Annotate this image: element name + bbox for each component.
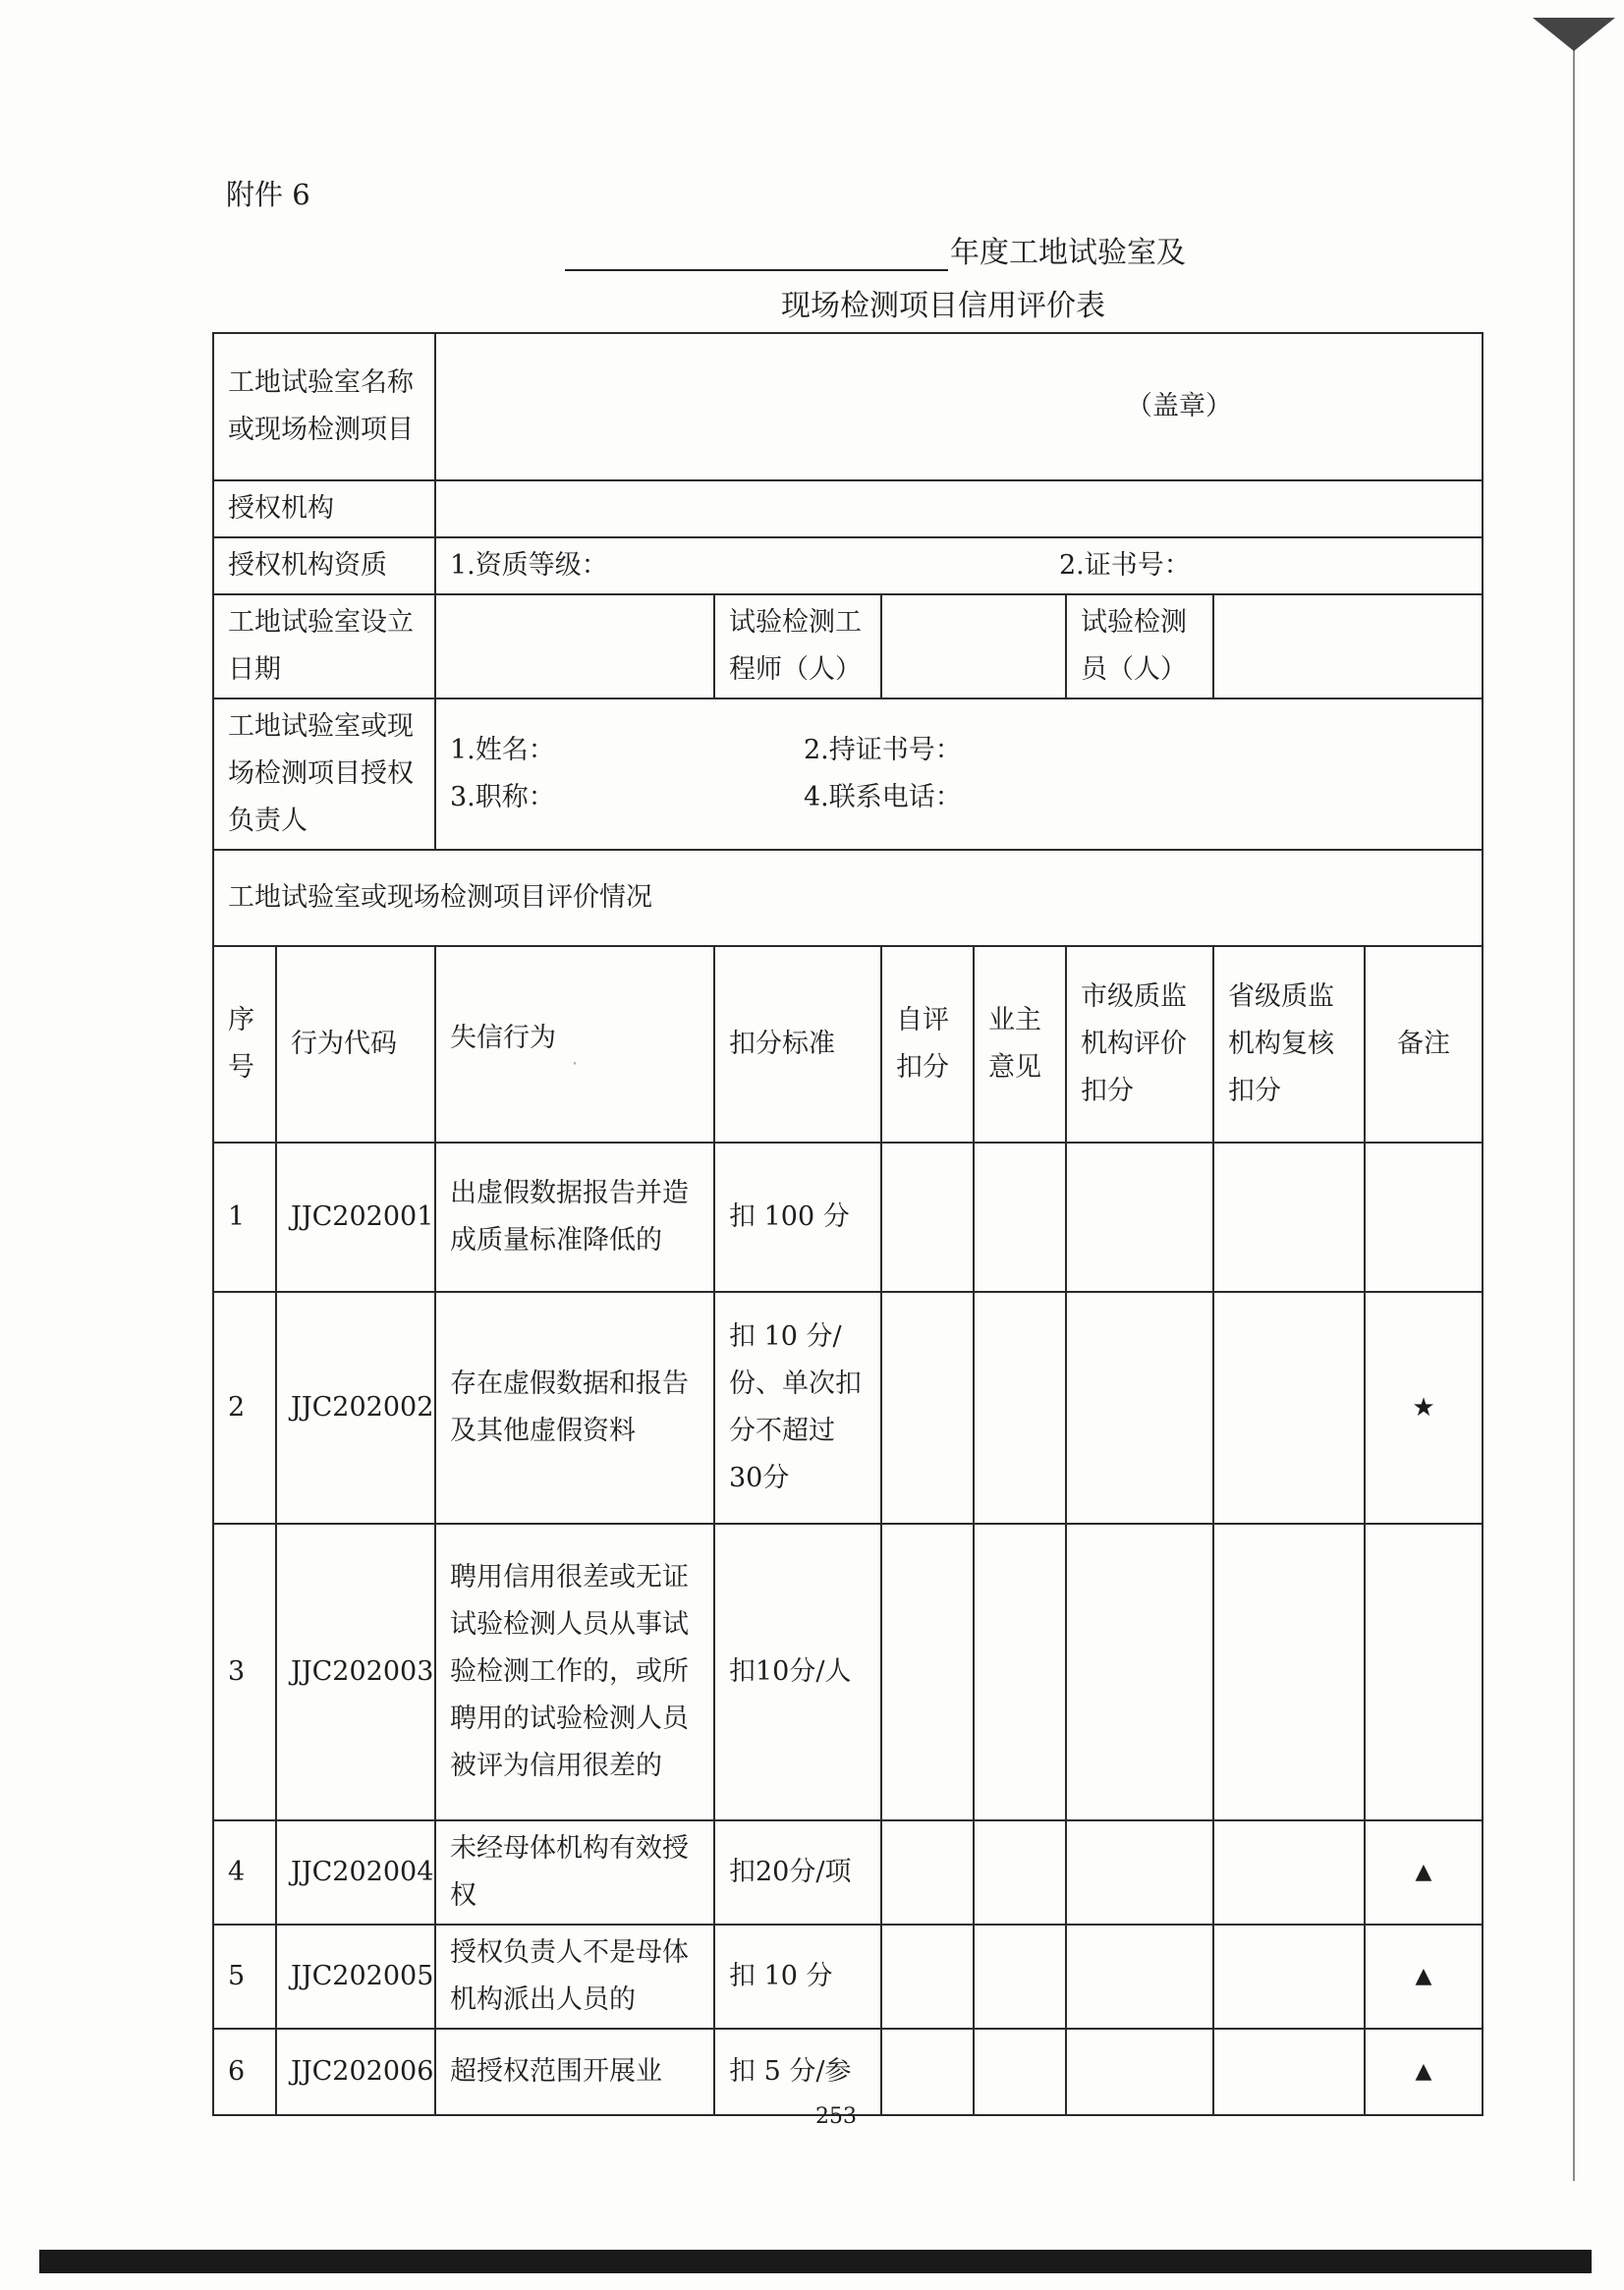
- row-note: [1365, 1524, 1483, 1820]
- page-number: 253: [815, 2104, 857, 2129]
- row-self: [881, 1820, 974, 1925]
- row-note-star: ★: [1365, 1292, 1483, 1524]
- col-behavior-text: 失信行为: [450, 1023, 556, 1053]
- auth-org-row: [213, 480, 1483, 537]
- lab-name-row: [213, 333, 1483, 480]
- row-seq: 4: [213, 1820, 276, 1925]
- testers-label: 试验检测员（人）: [1066, 594, 1213, 698]
- row-seq: 6: [213, 2029, 276, 2115]
- table-row: [213, 1820, 1483, 1925]
- seal-text: （盖章）: [1126, 391, 1232, 421]
- table-row: [213, 1524, 1483, 1820]
- col-note: 备注: [1365, 946, 1483, 1143]
- row-city: [1066, 1925, 1213, 2029]
- row-code: JJC202006: [276, 2029, 435, 2115]
- title-line-1: [565, 228, 1186, 271]
- row-city: [1066, 1820, 1213, 1925]
- person-name: 1.姓名：: [450, 735, 555, 765]
- row-note: [1365, 1143, 1483, 1292]
- lab-name-label: 工地试验室名称或现场检测项目: [213, 333, 435, 480]
- row-code: JJC202004: [276, 1820, 435, 1925]
- engineers-value: [881, 594, 1066, 698]
- row-behavior: 未经母体机构有效授权: [435, 1820, 714, 1925]
- credit-evaluation-table: [212, 332, 1484, 2116]
- row-province: [1213, 1820, 1365, 1925]
- col-province: 省级质监机构复核扣分: [1213, 946, 1365, 1143]
- scan-edge-bar: [39, 2250, 1592, 2273]
- col-city: 市级质监机构评价扣分: [1066, 946, 1213, 1143]
- title-line-2: 现场检测项目信用评价表: [781, 289, 1105, 323]
- cert-no: 2.证书号：: [1059, 550, 1191, 581]
- row-city: [1066, 2029, 1213, 2115]
- binding-line: [1573, 39, 1575, 2181]
- col-behavior: [435, 946, 714, 1143]
- row-owner: [974, 1820, 1066, 1925]
- setup-row: [213, 594, 1483, 698]
- row-province: [1213, 1292, 1365, 1524]
- row-standard: 扣 5 分/参: [714, 2029, 881, 2115]
- row-seq: 5: [213, 1925, 276, 2029]
- person-label: 工地试验室或现场检测项目授权负责人: [213, 698, 435, 850]
- col-code: 行为代码: [276, 946, 435, 1143]
- row-standard: 扣 10 分: [714, 1925, 881, 2029]
- auth-org-label: 授权机构: [213, 480, 435, 537]
- row-self: [881, 1524, 974, 1820]
- table-row: [213, 2029, 1483, 2115]
- row-behavior: 授权负责人不是母体机构派出人员的: [435, 1925, 714, 2029]
- person-cert: 2.持证书号：: [804, 735, 962, 765]
- row-note-triangle: ▲: [1365, 1925, 1483, 2029]
- year-blank: [565, 240, 948, 271]
- person-row: [213, 698, 1483, 850]
- row-standard: 扣20分/项: [714, 1820, 881, 1925]
- row-owner: [974, 1143, 1066, 1292]
- row-self: [881, 1292, 974, 1524]
- col-standard: 扣分标准: [714, 946, 881, 1143]
- row-behavior: 超授权范围开展业: [435, 2029, 714, 2115]
- row-owner: [974, 2029, 1066, 2115]
- setup-date-label: 工地试验室设立日期: [213, 594, 435, 698]
- person-value: [435, 698, 1483, 850]
- section-title: 工地试验室或现场检测项目评价情况: [213, 850, 1483, 946]
- row-behavior: 存在虚假数据和报告及其他虚假资料: [435, 1292, 714, 1524]
- auth-qual-row: [213, 537, 1483, 594]
- row-standard: 扣 100 分: [714, 1143, 881, 1292]
- row-city: [1066, 1143, 1213, 1292]
- column-header-row: [213, 946, 1483, 1143]
- row-self: [881, 1925, 974, 2029]
- row-code: JJC202001: [276, 1143, 435, 1292]
- table-row: [213, 1925, 1483, 2029]
- qual-level: 1.资质等级：: [450, 550, 608, 581]
- engineers-label: 试验检测工程师（人）: [714, 594, 881, 698]
- setup-date-value: [435, 594, 714, 698]
- attachment-label: 附件 6: [226, 178, 310, 211]
- scan-speck: ˈ: [573, 1062, 577, 1073]
- row-owner: [974, 1292, 1066, 1524]
- col-seq: 序号: [213, 946, 276, 1143]
- row-self: [881, 1143, 974, 1292]
- row-code: JJC202003: [276, 1524, 435, 1820]
- row-seq: 3: [213, 1524, 276, 1820]
- person-title: 3.职称：: [450, 782, 555, 812]
- row-note-triangle: ▲: [1365, 2029, 1483, 2115]
- row-behavior: 聘用信用很差或无证试验检测人员从事试验检测工作的，或所聘用的试验检测人员被评为信用很差的: [435, 1524, 714, 1820]
- row-self: [881, 2029, 974, 2115]
- table-row: [213, 1143, 1483, 1292]
- row-province: [1213, 2029, 1365, 2115]
- row-city: [1066, 1524, 1213, 1820]
- row-seq: 1: [213, 1143, 276, 1292]
- row-standard: 扣 10 分/份、单次扣分不超过30分: [714, 1292, 881, 1524]
- row-code: JJC202005: [276, 1925, 435, 2029]
- person-phone: 4.联系电话：: [804, 782, 962, 812]
- auth-org-value: [435, 480, 1483, 537]
- section-row: [213, 850, 1483, 946]
- col-owner: 业主意见: [974, 946, 1066, 1143]
- row-code: JJC202002: [276, 1292, 435, 1524]
- table-row: [213, 1292, 1483, 1524]
- row-city: [1066, 1292, 1213, 1524]
- row-standard: 扣10分/人: [714, 1524, 881, 1820]
- row-note-triangle: ▲: [1365, 1820, 1483, 1925]
- row-owner: [974, 1925, 1066, 2029]
- corner-mark: [1533, 18, 1615, 51]
- testers-value: [1213, 594, 1483, 698]
- seal-cell: [435, 333, 1483, 480]
- row-seq: 2: [213, 1292, 276, 1524]
- row-province: [1213, 1925, 1365, 2029]
- auth-qual-value: [435, 537, 1483, 594]
- title-line-1-text: 年度工地试验室及: [950, 236, 1186, 270]
- auth-qual-label: 授权机构资质: [213, 537, 435, 594]
- col-self: 自评扣分: [881, 946, 974, 1143]
- row-province: [1213, 1143, 1365, 1292]
- row-behavior: 出虚假数据报告并造成质量标准降低的: [435, 1143, 714, 1292]
- row-province: [1213, 1524, 1365, 1820]
- row-owner: [974, 1524, 1066, 1820]
